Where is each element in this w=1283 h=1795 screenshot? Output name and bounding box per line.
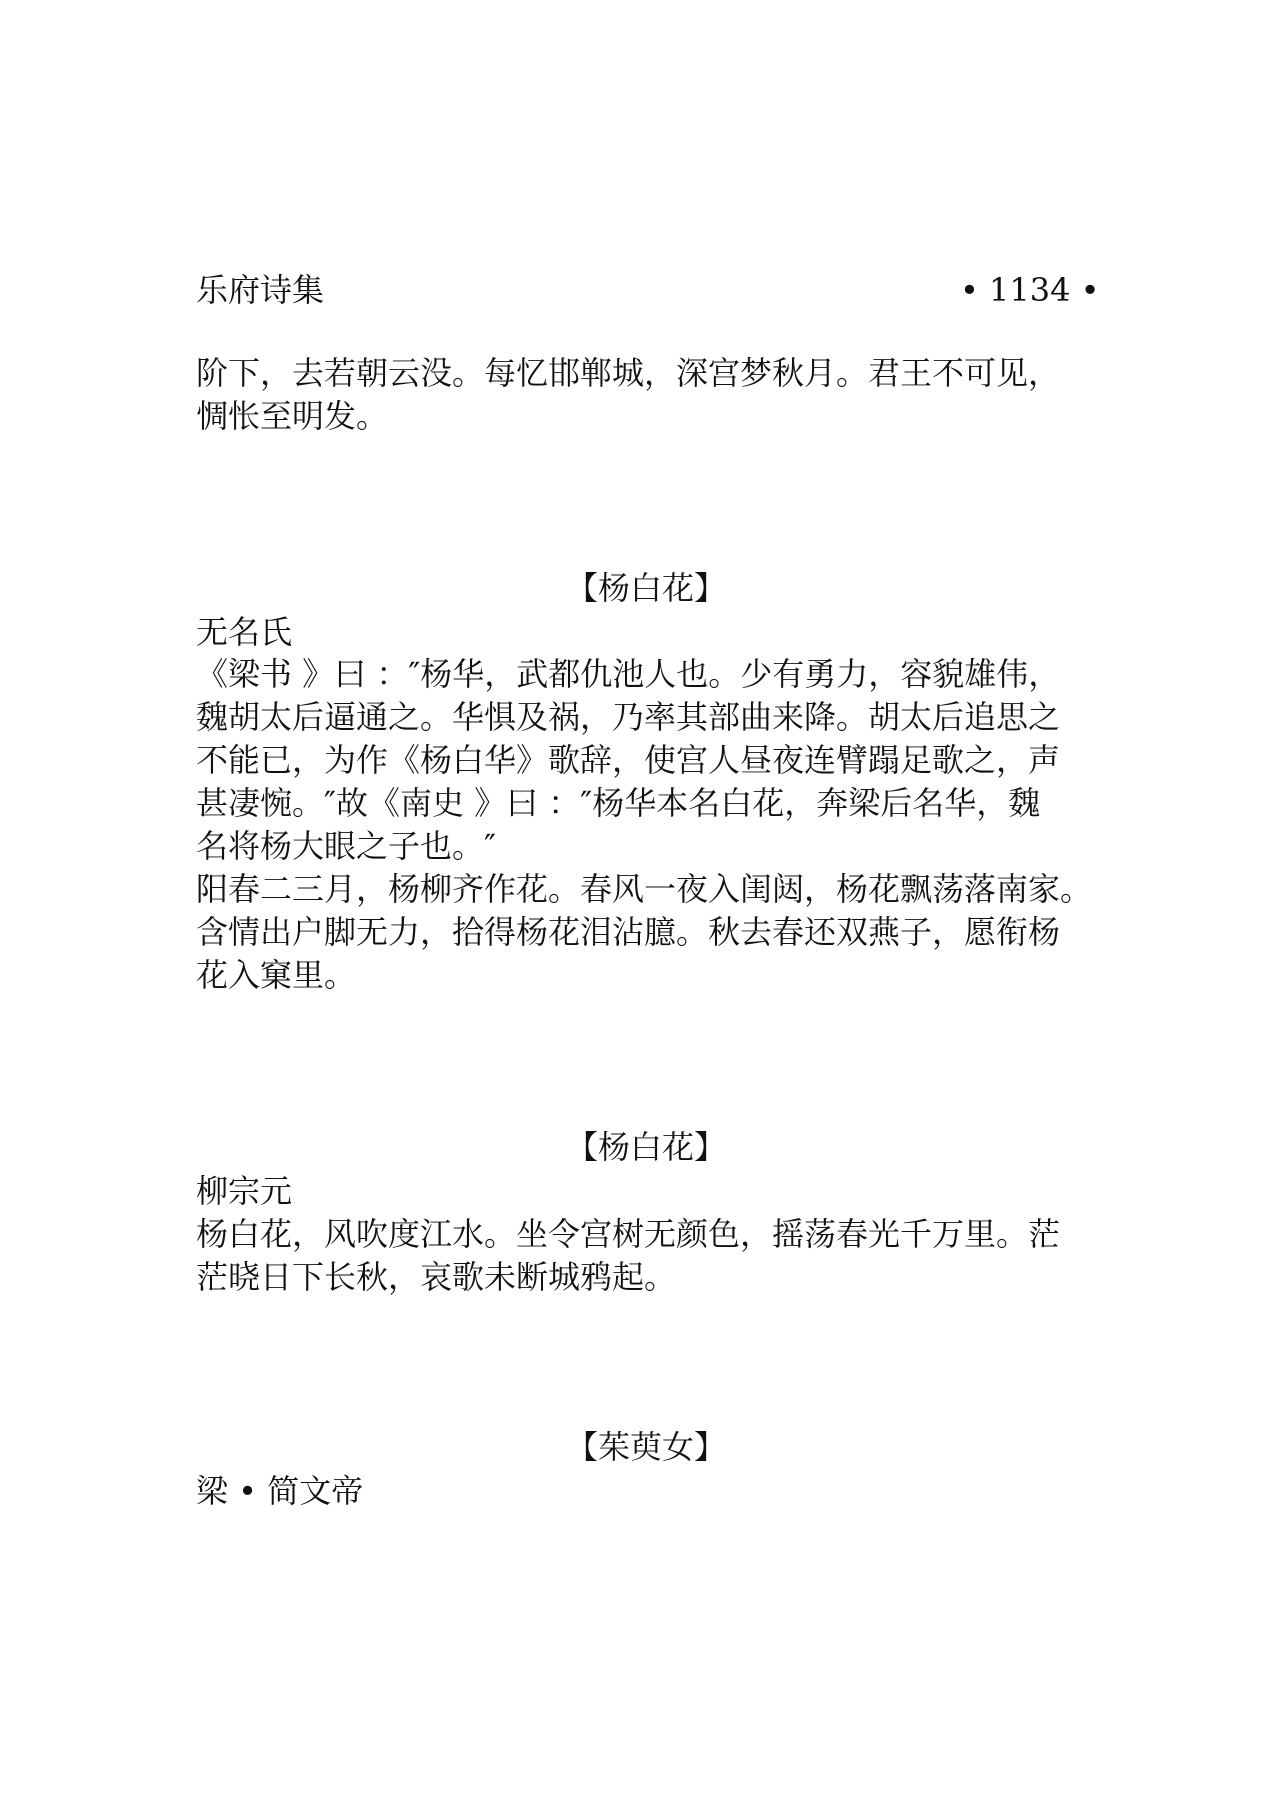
section-body — [196, 653, 1126, 997]
text-line: 惆怅至明发。 — [196, 397, 389, 435]
section-body — [196, 1213, 1126, 1299]
text-line: 花入窠里。 — [196, 956, 357, 994]
text-line: 阳春二三月，杨柳齐作花。春风一夜入闺闼，杨花飘荡落南家。 — [196, 870, 1093, 908]
text-line: 名将杨大眼之子也。″ — [196, 827, 496, 865]
text-line: 茫晓日下长秋，哀歌未断城鸦起。 — [196, 1258, 677, 1296]
text-line: 不能已，为作《杨白华》歌辞，使宫人昼夜连臂蹋足歌之，声 — [196, 741, 1061, 779]
text-line: 阶下，去若朝云没。每忆邯郸城，深宫梦秋月。君王不可见， — [196, 354, 1061, 392]
text-line: 杨白花，风吹度江水。坐令宫树无颜色，摇荡春光千万里。茫 — [196, 1215, 1061, 1253]
continuation-text — [196, 352, 1126, 438]
section-title: 【杨白花】 — [565, 1128, 726, 1166]
text-line: 甚凄惋。″故《南史 》曰 ：″杨华本名白花，奔梁后名华，魏 — [196, 784, 1041, 822]
section-author: 柳宗元 — [196, 1172, 293, 1210]
book-title: 乐府诗集 — [196, 271, 325, 309]
section-author: 梁 • 简文帝 — [196, 1472, 364, 1510]
text-line: 魏胡太后逼通之。华惧及祸，乃率其部曲来降。胡太后追思之 — [196, 698, 1061, 736]
section-title: 【茱萸女】 — [565, 1428, 726, 1466]
page-number: • 1134 • — [960, 271, 1100, 309]
text-line: 含情出户脚无力，拾得杨花泪沾臆。秋去春还双燕子，愿衔杨 — [196, 913, 1061, 951]
text-line: 《梁书 》曰 ：″杨华，武都仇池人也。少有勇力，容貌雄伟， — [196, 655, 1061, 693]
section-author: 无名氏 — [196, 613, 293, 651]
section-title: 【杨白花】 — [565, 569, 726, 607]
